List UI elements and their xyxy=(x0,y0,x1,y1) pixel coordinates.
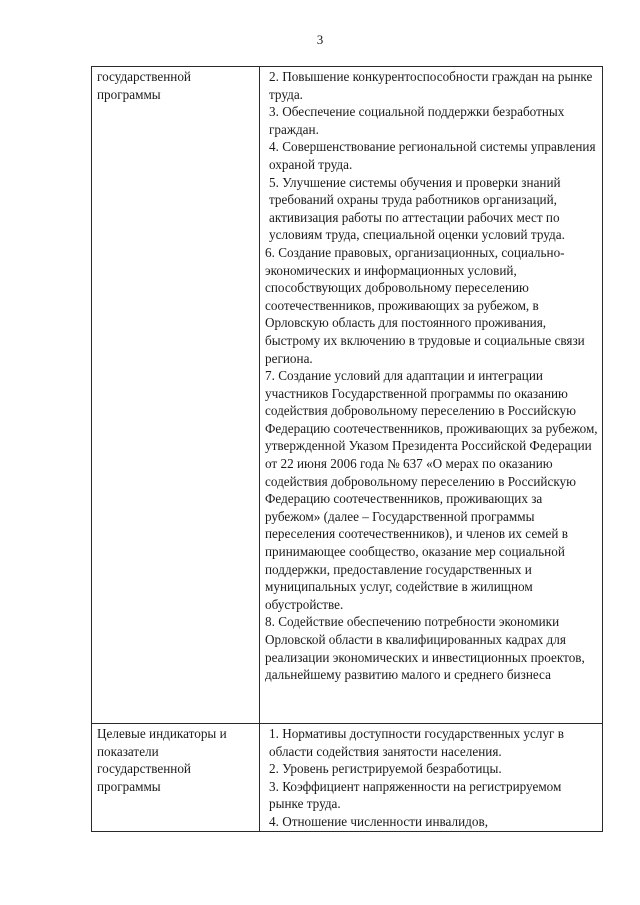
table-row-indicators xyxy=(92,724,603,832)
list-item: 2. Уровень регистрируемой безработицы. xyxy=(269,761,502,777)
list-item: 7. Создание условий для адаптации и интеграции участников Государственной программы по оказанию содействия добровольному переселению в Российскую Федерацию соотечественников, проживающих за рубежом, утвержденной Указом Президента Российской Федерации от 22 июня 2006 года № 637 «О мерах по оказанию содействия добровольному переселению в Российскую Федерацию соотечественников, проживающих за рубежом» (далее – Государственной программы переселения соотечественников), и членов их семей в принимающее сообщество, оказание мер социальной поддержки, предоставление государственных и муниципальных услуг, содействие в жилищном обустройстве. xyxy=(265,368,598,612)
list-item: 3. Обеспечение социальной поддержки безработных граждан. xyxy=(269,104,565,137)
row-label: государственной программы xyxy=(92,67,260,724)
list-item: 4. Отношение численности инвалидов, xyxy=(269,813,488,829)
list-item: 6. Создание правовых, организационных, социально-экономических и информационных условий, способствующих добровольному переселению соотечественников, проживающих за рубежом, в Орловскую область для постоянного проживания, быстрому их включению в трудовые и социальные связи региона. xyxy=(265,244,585,366)
list-item: 4. Совершенствование региональной системы управления охраной труда. xyxy=(269,139,596,172)
list-item: 1. Нормативы доступности государственных услуг в области содействия занятости населения. xyxy=(269,726,564,759)
row-label: Целевые индикаторы и показатели государственной программы xyxy=(92,724,260,832)
list-item: 8. Содействие обеспечению потребности экономики Орловской области в квалифицированных кадрах для реализации экономических и инвестиционных проектов, дальнейшему развитию малого и среднего бизнеса xyxy=(265,614,585,683)
list-item: 5. Улучшение системы обучения и проверки знаний требований охраны труда работников организаций, активизация работы по аттестации рабочих мест по условиям труда, специальной оценки условий труда. xyxy=(269,174,565,243)
row-content xyxy=(260,67,603,724)
row-content xyxy=(260,724,603,832)
page-number: 3 xyxy=(316,32,324,47)
list-item: 2. Повышение конкурентоспособности граждан на рынке труда. xyxy=(269,69,593,102)
table-row-goals xyxy=(92,67,603,724)
program-passport-table xyxy=(91,66,603,832)
list-item: 3. Коэффициент напряженности на регистрируемом рынке труда. xyxy=(269,778,562,812)
